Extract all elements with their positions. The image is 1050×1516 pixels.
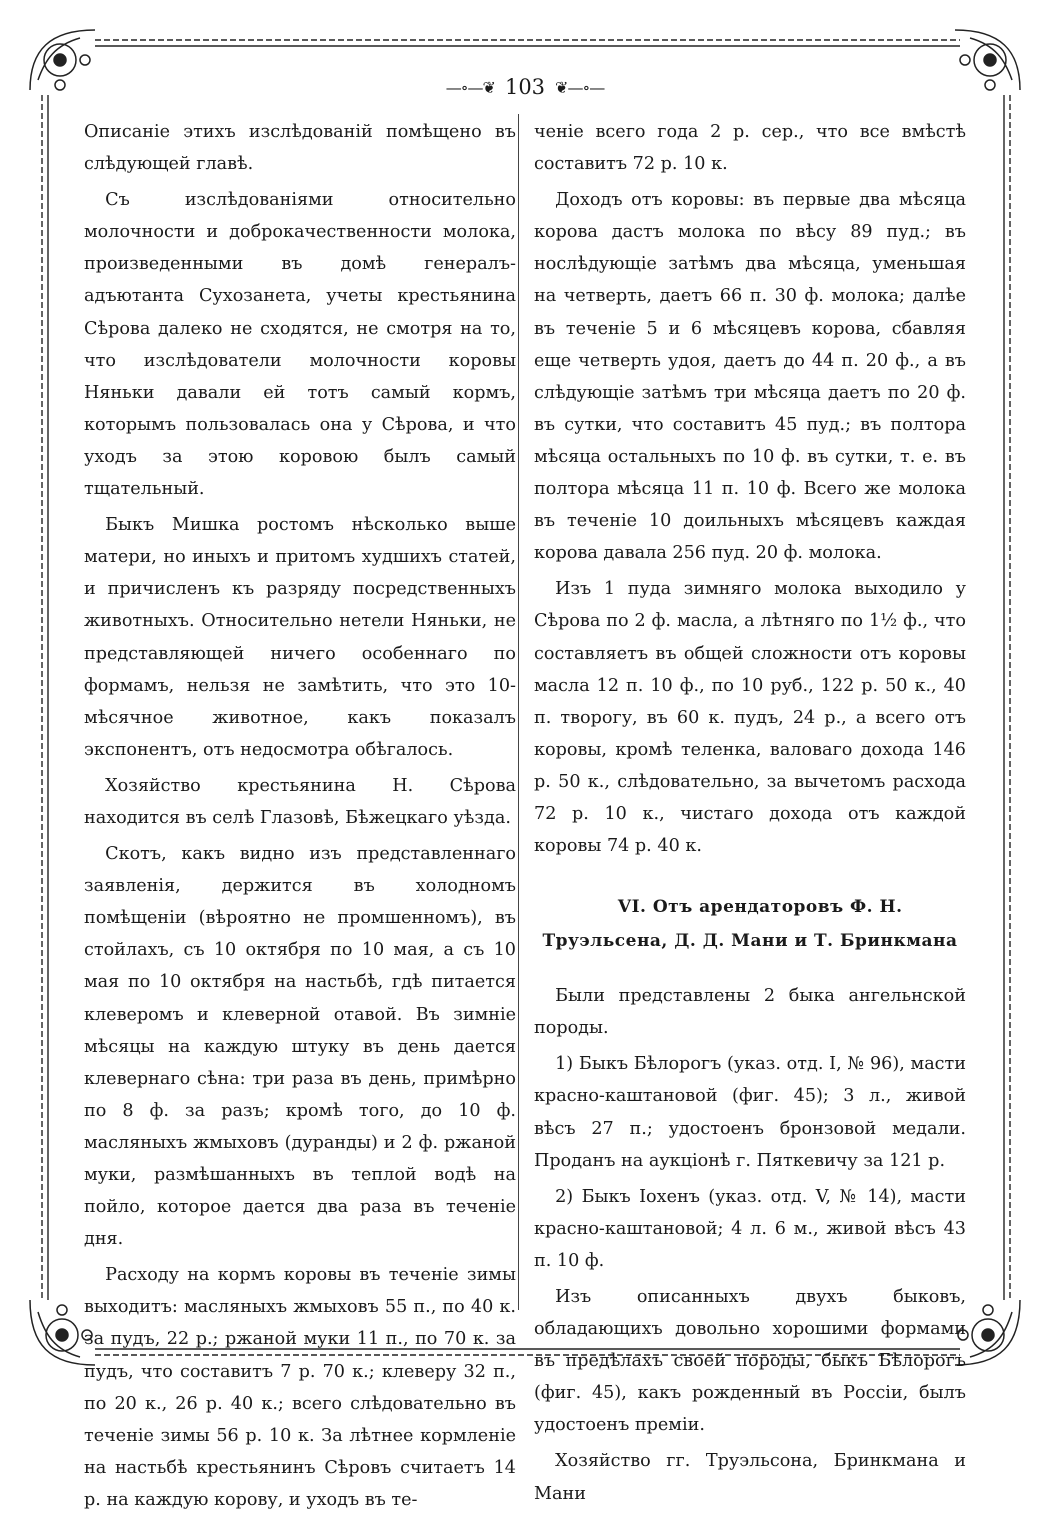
paragraph: Быкъ Мишка ростомъ нѣсколько выше матери, но иныхъ и притомъ худшихъ статей, и причисленъ къ разряду посредственныхъ животныхъ. Относительно нетели Няньки, не представляющей ничего особеннаго по формамъ, нельзя не замѣтить, что это 10-мѣсячное животное, какъ показалъ экспонентъ, отъ недосмотра обѣгалось. [84, 515, 516, 760]
page-header [0, 70, 1050, 104]
paragraph: Изъ описанныхъ двухъ быковъ, обладающихъ довольно хорошими формами въ предѣлахъ своей породы, быкъ Бѣлорогъ (фиг. 45), какъ рожденный въ Россіи, былъ удостоенъ преміи. [534, 1287, 966, 1436]
header-ornament-right: ❦—∘— [555, 77, 605, 97]
paragraph: Скотъ, какъ видно изъ представленнаго заявленія, держится въ холодномъ помѣщеніи (вѣроятно не промшенномъ), въ стойлахъ, съ 10 октября по 10 мая, а съ 10 мая по 10 октября на настьбѣ, гдѣ питается клеверомъ и клеверной отавой. Въ зимніе мѣсяцы на каждую штуку въ день дается клевернаго сѣна: три раза въ день, примѣрно по 8 ф. за разъ; кромѣ того, до 10 ф. масляныхъ жмыховъ (дуранды) и 2 ф. ржаной муки, размѣшанныхъ въ теплой водѣ на пойло, которое дается два раза въ теченіе дня. [84, 844, 516, 1250]
page-number: 103 [504, 75, 546, 99]
paragraph: Хозяйство крестьянина Н. Сѣрова находится въ селѣ Глазовѣ, Бѣжецкаго уѣзда. [84, 775, 516, 828]
paragraph: Изъ 1 пуда зимняго молока выходило у Сѣрова по 2 ф. масла, а лѣтняго по 1½ ф., что составляетъ въ общей сложности отъ коровы масла 12 п. 10 ф., по 10 руб., 122 р. 50 к., 40 п. творогу, въ 60 к. пудъ, 24 р., а всего отъ коровы, кромѣ теленка, валоваго дохода 146 р. 50 к., слѣдовательно, за вычетомъ расхода 72 р. 10 к., чистаго дохода отъ каждой коровы 74 р. 40 к. [534, 579, 966, 857]
paragraph: 1) Быкъ Бѣлорогъ (указ. отд. I, № 96), масти красно-каштановой (фиг. 45); 3 л., живой вѣсъ 27 п.; удостоенъ бронзовой медали. Проданъ на аукціонѣ г. Пяткевичу за 121 р. [534, 1054, 966, 1171]
section-title: VI. Отъ арендаторовъ Ф. Н. Труэльсена, Д. Д. Мани и Т. Бринкмана [542, 897, 958, 952]
paragraph: Расходу на кормъ коровы въ теченіе зимы выходитъ: масляныхъ жмыховъ 55 п., по 40 к. за пудъ, 22 р.; ржаной муки 11 п., по 70 к. за пудъ, что составитъ 7 р. 70 к.; клеверу 32 п., по 20 к., 26 р. 40 к.; всего слѣдовательно въ теченіе зимы 56 р. 10 к. За лѣтнее кормленіе на настьбѣ крестьянинъ Сѣровъ считаетъ 14 р. на каждую корову, и уходъ въ те- [84, 1265, 516, 1510]
left-column [84, 116, 516, 1510]
paragraph: Хозяйство гг. Труэльсона, Бринкмана и Мани [534, 1451, 966, 1504]
paragraph: Съ изслѣдованіями относительно молочности и доброкачественности молока, произведенными въ домѣ генералъ-адъютанта Сухозанета, учеты крестьянина Сѣрова далеко не сходятся, не смотря на то, что изслѣдователи молочности коровы Няньки давали ей тотъ самый кормъ, которымъ пользовалась она у Сѣрова, и что уходъ за этою коровою былъ самый тщательный. [84, 190, 516, 500]
column-divider [518, 114, 519, 1310]
right-column [534, 116, 966, 1504]
paragraph: Доходъ отъ коровы: въ первые два мѣсяца корова дастъ молока по вѣсу 89 пуд.; въ нослѣдующіе затѣмъ два мѣсяца, уменьшая на четверть, даетъ 66 п. 30 ф. молока; далѣе въ теченіе 5 и 6 мѣсяцевъ корова, сбавляя еще четверть удоя, даетъ до 44 п. 20 ф., а въ слѣдующіе затѣмъ три мѣсяца даетъ по 20 ф. въ сутки, что составитъ 45 пуд.; въ полтора мѣсяца остальныхъ по 10 ф. въ сутки, т. е. въ полтора мѣсяца 11 п. 10 ф. Всего же молока въ теченіе 10 доильныхъ мѣсяцевъ каждая корова давала 256 пуд. 20 ф. молока. [534, 190, 966, 564]
paragraph: Были представлены 2 быка ангельнской породы. [534, 986, 966, 1039]
paragraph: ченіе всего года 2 р. сер., что все вмѣстѣ составитъ 72 р. 10 к. [534, 122, 966, 175]
paragraph: Описаніе этихъ изслѣдованій помѣщено въ слѣдующей главѣ. [84, 122, 516, 175]
header-ornament-left: —∘—❦ [445, 77, 495, 97]
paragraph: 2) Быкъ Іохенъ (указ. отд. V, № 14), масти красно-каштановой; 4 л. 6 м., живой вѣсъ 43 п. 10 ф. [534, 1186, 966, 1271]
